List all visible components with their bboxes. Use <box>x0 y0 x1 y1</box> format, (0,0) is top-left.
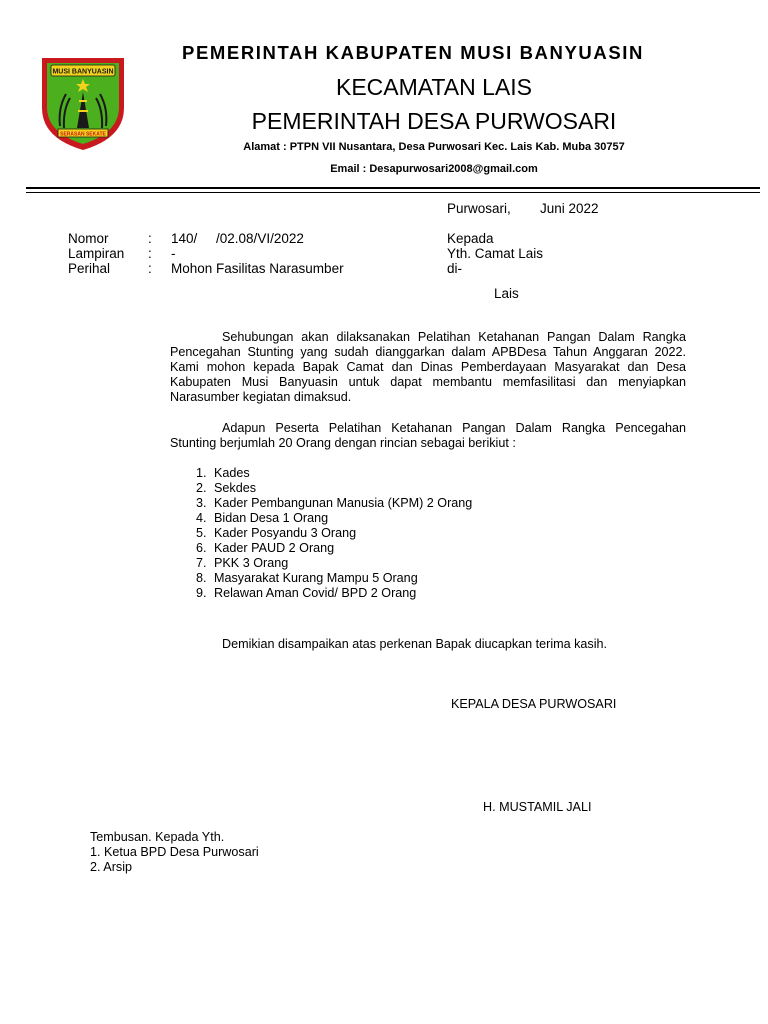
meta-separator: : <box>148 261 152 276</box>
meta-number-value: 140/ /02.08/VI/2022 <box>171 231 304 246</box>
regency-emblem-icon <box>36 50 130 154</box>
list-item-number: 1. <box>196 466 207 480</box>
list-item-text: PKK 3 Orang <box>214 556 289 570</box>
signatory-name: H. MUSTAMIL JALI <box>483 800 592 814</box>
list-item-number: 3. <box>196 496 207 510</box>
participant-list <box>196 466 472 601</box>
body-paragraph-2-text: Adapun Peserta Pelatihan Ketahanan Pangan Dalam Rangka Pencegahan Stunting berjumlah 20 Orang dengan rincian sebagai berikiut : <box>170 421 686 450</box>
list-item <box>196 466 472 481</box>
meta-subject-value: Mohon Fasilitas Narasumber <box>171 261 344 276</box>
list-item-text: Kader Posyandu 3 Orang <box>214 526 357 540</box>
body-paragraph-2 <box>170 421 686 451</box>
cc-heading: Tembusan. Kepada Yth. <box>90 830 225 844</box>
list-item <box>196 541 472 556</box>
list-item <box>196 586 472 601</box>
letterhead-regency: PEMERINTAH KABUPATEN MUSI BANYUASIN <box>182 42 644 63</box>
letterhead-email: Email : Desapurwosari2008@gmail.com <box>330 163 538 175</box>
list-item-text: Kades <box>214 466 250 480</box>
closing-sentence: Demikian disampaikan atas perkenan Bapak diucapkan terima kasih. <box>222 637 608 651</box>
cc-item: 1. Ketua BPD Desa Purwosari <box>90 845 259 859</box>
recipient-at: di- <box>447 261 463 276</box>
list-item-text: Kader PAUD 2 Orang <box>214 541 335 555</box>
list-item <box>196 496 472 511</box>
letterhead-rule-thin <box>26 192 760 193</box>
list-item-number: 2. <box>196 481 207 495</box>
list-item-number: 4. <box>196 511 207 525</box>
letter-date: Juni 2022 <box>540 201 599 216</box>
list-item-number: 7. <box>196 556 207 570</box>
list-item <box>196 556 472 571</box>
list-item <box>196 526 472 541</box>
meta-label: Nomor <box>68 231 109 246</box>
list-item-text: Bidan Desa 1 Orang <box>214 511 329 525</box>
recipient-place: Lais <box>494 286 519 301</box>
list-item-text: Relawan Aman Covid/ BPD 2 Orang <box>214 586 417 600</box>
meta-separator: : <box>148 246 152 261</box>
letterhead-address: Alamat : PTPN VII Nusantara, Desa Purwosari Kec. Lais Kab. Muba 30757 <box>243 141 625 153</box>
body-paragraph-1-text: Sehubungan akan dilaksanakan Pelatihan Ketahanan Pangan Dalam Rangka Pencegahan Stunting yang sudah dianggarkan dalam APBDesa Tahun Anggaran 2022. Kami mohon kepada Bapak Camat dan Dinas Pemberdayaan Masyarakat dan Desa Kabupaten Musi Banyuasin untuk dapat membantu memfasilitasi dan menyiapkan Narasumber kegiatan dimaksud. <box>170 330 686 404</box>
list-item <box>196 511 472 526</box>
list-item-number: 5. <box>196 526 207 540</box>
meta-label: Lampiran <box>68 246 125 261</box>
list-item-number: 6. <box>196 541 207 555</box>
list-item <box>196 481 472 496</box>
list-item <box>196 571 472 586</box>
list-item-text: Kader Pembangunan Manusia (KPM) 2 Orang <box>214 496 473 510</box>
list-item-text: Masyarakat Kurang Mampu 5 Orang <box>214 571 418 585</box>
signatory-title: KEPALA DESA PURWOSARI <box>451 697 617 711</box>
letter-place: Purwosari, <box>447 201 511 216</box>
recipient-to: Kepada <box>447 231 494 246</box>
list-item-number: 9. <box>196 586 207 600</box>
list-item-number: 8. <box>196 571 207 585</box>
list-item-text: Sekdes <box>214 481 257 495</box>
body-paragraph-1 <box>170 330 686 405</box>
letterhead-rule-thick <box>26 187 760 189</box>
letterhead-village: PEMERINTAH DESA PURWOSARI <box>251 108 617 134</box>
meta-attachment-value: - <box>171 246 176 261</box>
emblem-top-text: MUSI BANYUASIN <box>52 68 114 76</box>
cc-item: 2. Arsip <box>90 860 132 874</box>
meta-label: Perihal <box>68 261 111 276</box>
letterhead-district: KECAMATAN LAIS <box>336 74 532 100</box>
emblem-bottom-text: SERASAN SEKATE <box>60 131 106 138</box>
recipient-name: Yth. Camat Lais <box>447 246 544 261</box>
meta-separator: : <box>148 231 152 246</box>
